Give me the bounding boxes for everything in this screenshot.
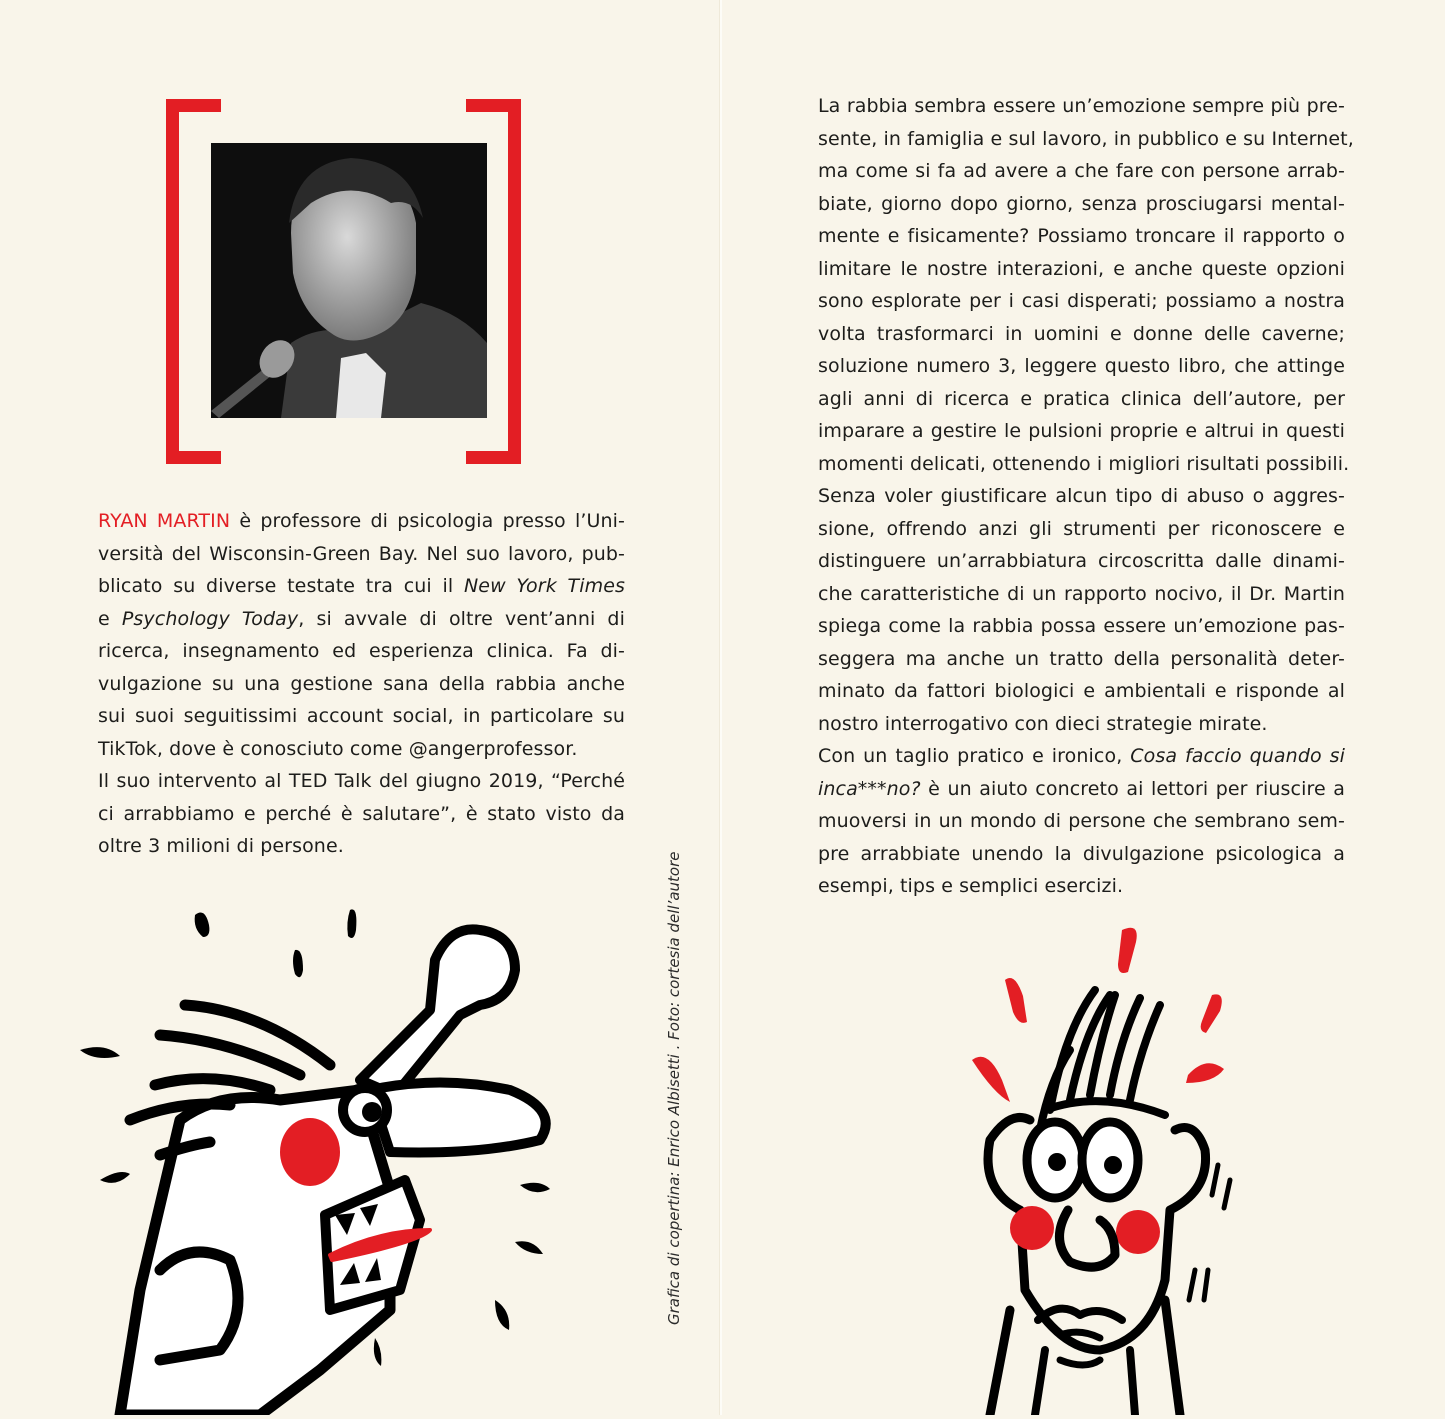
left-flap — [0, 0, 719, 1415]
book-title: inca***no? — [818, 777, 921, 800]
startled-man-illustration — [950, 910, 1250, 1415]
blurb-line: biate, giorno dopo giorno, senza prosciugarsi mental- — [818, 192, 1345, 215]
blurb-line: sione, offrendo anzi gli strumenti per riconoscere e — [818, 517, 1345, 540]
bio-line: e Psychology Today, si avvale di oltre vent’anni di — [98, 607, 625, 630]
bio-line: oltre 3 milioni di persone. — [98, 835, 344, 857]
book-title: Cosa faccio quando si — [1130, 745, 1345, 767]
author-photo — [211, 143, 487, 418]
blurb-line: minato da fattori biologici e ambientali e risponde al — [818, 680, 1345, 702]
bio-line: ci arrabbiamo e perché è salutare”, è stato visto da — [98, 802, 625, 825]
blurb-line: limitare le nostre interazioni, e anche queste opzioni — [818, 257, 1345, 280]
bio-line: versità del Wisconsin-Green Bay. Nel suo lavoro, pub- — [98, 542, 625, 565]
blurb-line: ma come si fa ad avere a che fare con persone arrab- — [818, 160, 1345, 182]
author-bio — [98, 505, 625, 863]
blurb-line: seggera ma anche un tratto della personalità deter- — [818, 647, 1345, 670]
blurb-line: nostro interrogativo con dieci strategie mirate. — [818, 712, 1268, 735]
bio-line: ricerca, insegnamento ed esperienza clinica. Fa di- — [98, 640, 625, 662]
blurb-line: pre arrabbiate unendo la divulgazione psicologica a — [818, 842, 1345, 865]
blurb-line: volta trasformarci in uomini e donne delle caverne; — [818, 322, 1345, 345]
book-blurb — [818, 90, 1354, 903]
blurb-line: Con un taglio pratico e ironico, Cosa faccio quando si — [818, 745, 1345, 767]
blurb-line: esempi, tips e semplici esercizi. — [818, 875, 1124, 897]
blurb-line: La rabbia sembra essere un’emozione sempre più pre- — [818, 95, 1345, 117]
blurb-line: inca***no? è un aiuto concreto ai lettori per riuscire a — [818, 777, 1345, 800]
blurb-line: imparare a gestire le pulsioni proprie e altrui in questi — [818, 420, 1345, 442]
bio-line: RYAN MARTIN è professore di psicologia presso l’Uni- — [98, 510, 625, 532]
cover-credits: Grafica di copertina: Enrico Albisetti . Foto: cortesia dell’autore — [665, 851, 683, 1325]
bio-line: vulgazione su una gestione sana della rabbia anche — [98, 672, 625, 695]
blurb-line: agli anni di ricerca e pratica clinica dell’autore, per — [818, 387, 1345, 410]
blurb-line: sono esplorate per i casi disperati; possiamo a nostra — [818, 290, 1345, 312]
blurb-line: distinguere un’arrabbiatura circoscritta dalle dinami- — [818, 550, 1345, 572]
bio-line: Il suo intervento al TED Talk del giugno 2019, “Perché — [98, 770, 625, 792]
blurb-line: momenti delicati, ottenendo i migliori risultati possibili. — [818, 452, 1350, 475]
blurb-line: Senza voler giustificare alcun tipo di abuso o aggres- — [818, 485, 1345, 507]
bio-line: TikTok, dove è conosciuto come @angerprofessor. — [98, 737, 578, 760]
bio-line: blicato su diverse testate tra cui il New York Times — [98, 575, 625, 597]
blurb-line: spiega come la rabbia possa essere un’emozione pas- — [818, 615, 1345, 637]
angry-man-illustration — [60, 890, 580, 1415]
blurb-line: muoversi in un mondo di persone che sembrano sem- — [818, 810, 1345, 832]
photo-credit: Foto: cortesia dell’autore — [665, 851, 683, 1040]
author-name: RYAN MARTIN — [98, 510, 231, 532]
blurb-line: sente, in famiglia e sul lavoro, in pubblico e su Internet, — [818, 127, 1354, 150]
blurb-line: che caratteristiche di un rapporto nocivo, il Dr. Martin — [818, 582, 1345, 605]
designer-name: Enrico Albisetti — [665, 1054, 683, 1167]
blurb-line: soluzione numero 3, leggere questo libro, che attinge — [818, 355, 1345, 377]
bio-line: sui suoi seguitissimi account social, in particolare su — [98, 705, 625, 727]
blurb-line: mente e fisicamente? Possiamo troncare il rapporto o — [818, 225, 1345, 247]
